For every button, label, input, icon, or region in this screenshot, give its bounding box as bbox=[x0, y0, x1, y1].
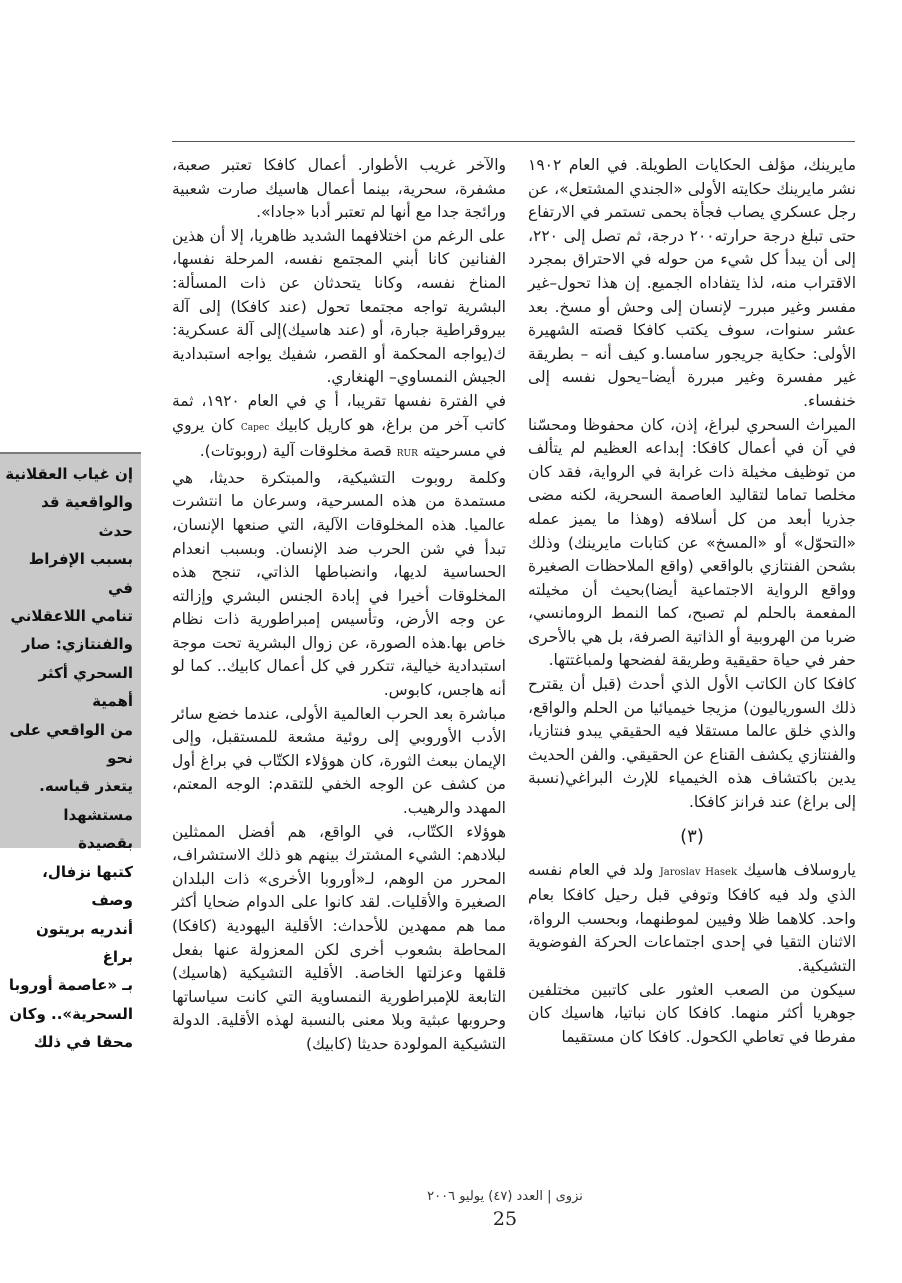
article-column-left bbox=[172, 154, 506, 1057]
paragraph-text: في الفترة نفسها تقريبا، أ ي في العام ١٩٢٠، ثمة كاتب آخر من براغ، هو كاريل كابيك bbox=[172, 391, 506, 434]
pull-quote-line: يتعذر قياسه. bbox=[39, 777, 133, 796]
latin-name: Capec bbox=[240, 422, 270, 433]
paragraph: الميراث السحري لبراغ، إذن، كان محفوظا ومحسّنا في آن في أعمال كافكا: إبداعه العظيم لم يتألف من توظيف مخيلة ذات غرابة في الرواية، فقد كان مخلصا تماما لتقاليد العاصمة السحرية، لكنه مضى جذريا أبعد من كل أسلافه (وهذا ما يميز عمله «التحوّل» أو «المسخ» عن كتابات مايرينك) وذلك بشحن الفنتازي بالواقعي (واقع الملاحظات الصغيرة وواقع الرواية الاجتماعية أيضا)بحيث أن مخيلته المفعمة بالحلم لم تصبح، كما النمط الرومانسي، ضربا من الهروبية أو الذاتية الصرفة، بل هي بالأحرى حفر في حياة حقيقية وطريقة لفضحها ولمباغتتها. bbox=[528, 415, 856, 670]
pull-quote bbox=[0, 452, 141, 1052]
latin-title: RUR bbox=[396, 449, 418, 460]
paragraph: سيكون من الصعب العثور على كاتبين مختلفين جوهريا أكثر منهما. كافكا كان نباتيا، هاسيك كان مفرطا في تعاطي الكحول. كافكا كان مستقيما bbox=[528, 980, 856, 1046]
paragraph: مباشرة بعد الحرب العالمية الأولى، عندما خضع سائر الأدب الأوروبي إلى روئية مشعة للمستقبل، وإلى الإيمان ببعث الثورة، كان هوؤلاء الكتّاب في براغ أول من كشف عن الوجه الخفي للتقدم: الوجه المعتم، المهدد والرهيب. bbox=[172, 704, 506, 818]
page-number: 25 bbox=[492, 1208, 518, 1230]
pull-quote-line: محقا في ذلك bbox=[33, 1033, 133, 1052]
pull-quote-line: من الواقعي على نحو bbox=[9, 720, 133, 768]
pull-quote-line: بسبب الإفراط في bbox=[28, 550, 133, 597]
paragraph: والآخر غريب الأطوار. أعمال كافكا تعتبر صعبة، مشفرة، سحرية، بينما أعمال هاسيك صارت شعبية ورائجة جدا مع أنها لم تعتبر أدبا «جادا». bbox=[172, 156, 506, 222]
paragraph: وكلمة روبوت التشيكية، والمبتكرة حديثا، هي مستمدة من هذه المسرحية، وسرعان ما انتشرت عالميا. هذه المخلوقات الآلية، التي صنعها الإنسان، تبدأ في شن الحرب ضد الإنسان. وبسبب انعدام الحساسية لديها، وانضباطها الذاتي، تنجح هذه المخلوقات أخيرا في إبادة الجنس البشري وإزالته عن وجه الأرض، وتأسيس إمبراطورية ذات نظام خاص بها.هذه الصورة، عن زوال البشرية تحت موجة استبدادية خيالية، تتكرر في كل أعمال كابيك.. كما لو أنه هاجس، كابوس. bbox=[172, 468, 506, 700]
paragraph-text: قصة مخلوقات آلية (روبوتات). bbox=[199, 442, 392, 461]
paragraph: كافكا كان الكاتب الأول الذي أحدث (قبل أن يقترح ذلك السورياليون) مزيجا خيميائيا من الحلم والواقع، والذي خلق عالما مستقلا فيه الحقيقي يبدو فنتازيا، والفنتازي يكشف القناع عن الحقيقي. والفن الحديث يدين باكتشاف هذه الخيمياء للإرث البراغي(نسبة إلى براغ) عند فرانز كافكا. bbox=[528, 675, 856, 812]
paragraph-text: كان يروي في مسرحيته bbox=[172, 415, 506, 461]
paragraph: مايرينك، مؤلف الحكايات الطويلة. في العام ١٩٠٢ نشر مايرينك حكايته الأولى «الجندي المشتعل»، عن رجل عسكري يصاب فجأة بحمى تستمر في الارتفاع حتى تبلغ درجة حرارته٢٠٠ درجة، ثم تصل إلى ٢٢٠، إلى أن يبدأ كل شيء من حوله في الاحتراق بمجرد الاقتراب منه، لذا يتفاداه الجميع. إن هذا تحول–غير مفسر وغير مبرر– لإنسان إلى وحش أو مسخ. بعد عشر سنوات، سوف يكتب كافكا قصته الشهيرة الأولى: حكاية جريجور سامسا.و كيف أنه – بطريقة غير مفسرة وغير مبررة أيضا–يحول نفسه إلى خنفساء. bbox=[528, 156, 856, 410]
pull-quote-line: مستشهدا بقصيدة bbox=[63, 805, 133, 853]
paragraph-text: ولد في العام نفسه الذي ولد فيه كافكا وتوفي قبل رحيل كافكا بعام واحد. كلاهما ظلا وفيين لموطنهما، وبحسب الرواة، الاثنان التقيا في إحدى اجتماعات الحركة الفوضوية التشيكية. bbox=[528, 860, 856, 975]
latin-name: Jaroslav Hasek bbox=[659, 866, 738, 878]
paragraph bbox=[172, 390, 506, 467]
paragraph bbox=[528, 859, 856, 979]
paragraph: على الرغم من اختلافهما الشديد ظاهريا، إلا أن هذين الفنانين كانا أبني المجتمع نفسه، المرحلة نفسها، المناخ نفسه، وكانا يتحدثان عن ذات المسألة: البشرية تواجه مجتمعا تحول (عند كافكا) إلى آلة بيروقراطية جبارة، أو (عند هاسيك)إلى آلة عسكرية: ك(يواجه المحكمة أو القصر، شفيك يواجه استبدادية الجيش النمساوي– الهنغاري. bbox=[172, 226, 506, 387]
pull-quote-line: السحرية».. وكان bbox=[9, 1004, 133, 1023]
pull-quote-line: والفنتازي: صار bbox=[21, 635, 133, 654]
article-column-right bbox=[528, 154, 856, 1049]
pull-quote-line: أندريه بريتون براغ bbox=[36, 919, 133, 966]
pull-quote-line: السحري أكثر أهمية bbox=[38, 663, 133, 711]
paragraph-text: ياروسلاف هاسيك bbox=[743, 860, 856, 879]
pull-quote-line: بـ «عاصمة أوروبا bbox=[8, 976, 133, 995]
pull-quote-line: كتبها نزفال، وصف bbox=[42, 862, 133, 910]
issue-footer: نزوى | العدد (٤٧) يوليو ٢٠٠٦ bbox=[427, 1189, 583, 1204]
pull-quote-line: والواقعية قد حدث bbox=[41, 493, 133, 540]
pull-quote-line: تنامي اللاعقلاني bbox=[10, 607, 133, 626]
pull-quote-line: إن غياب العقلانية bbox=[5, 465, 133, 483]
section-number: (٣) bbox=[680, 825, 704, 847]
header-rule bbox=[172, 141, 855, 142]
paragraph: هوؤلاء الكتّاب، في الواقع، هم أفضل الممثلين لبلادهم: الشيء المشترك بينهم هو ذلك الاستشراف، المحرر من الوهم، لـ«أوروبا الأخرى» ذات البلدان الصغيرة والأقليات. لقد كانوا على الدوام ضحايا أكثر مما هم ممهدين للأحداث: الأقلية اليهودية (كافكا) المحاطة بشعوب أخرى لكن المعزولة عنها بفعل قلقها وعزلتها الخاصة. الأقلية التشيكية (هاسيك) التابعة للإمبراطورية النمساوية التي كانت سياساتها وحروبها عبثية وبلا معنى بالنسبة لهذه الأقلية. الدولة التشيكية المولودة حديثا (كابيك) bbox=[172, 822, 506, 1053]
